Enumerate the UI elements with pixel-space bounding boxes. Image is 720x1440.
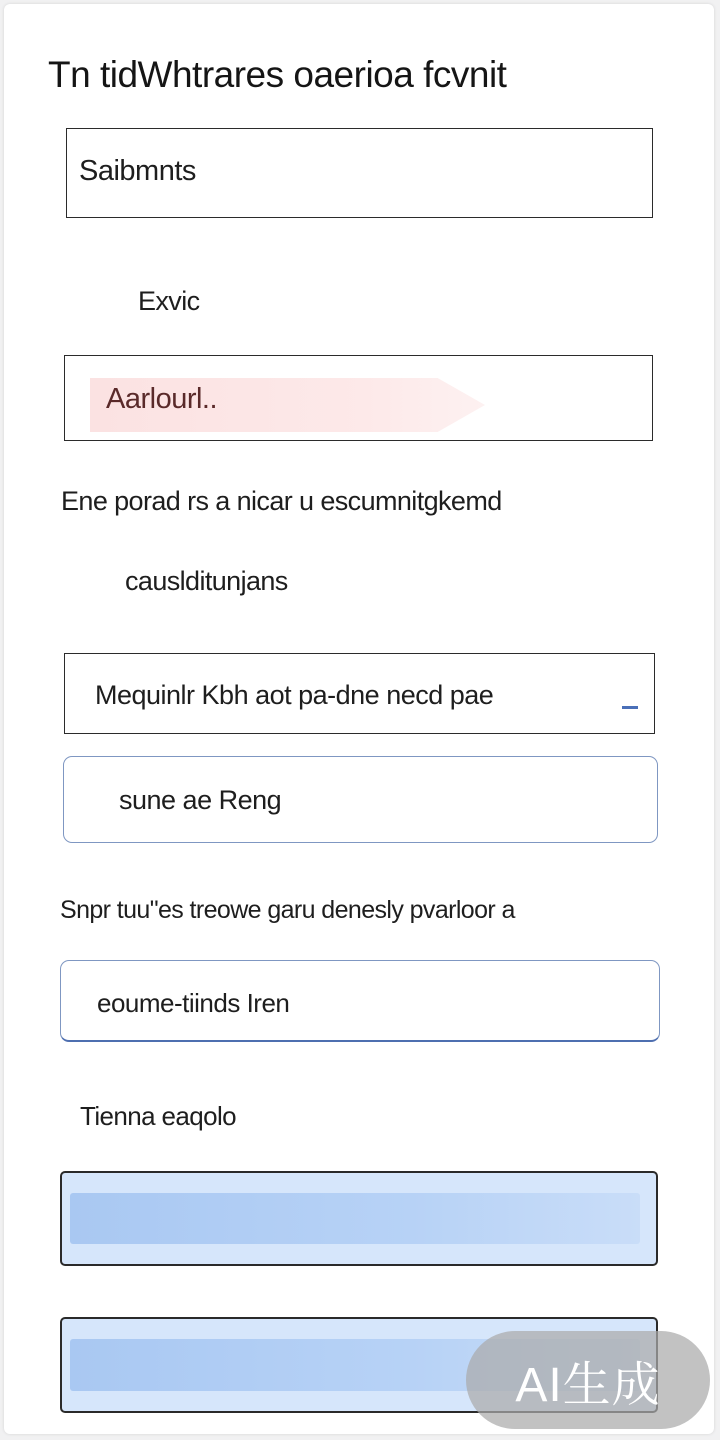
blue-input-bar-1[interactable] — [60, 1171, 658, 1266]
field-label-3: Snpr tuu"es treowe garu denesly pvarloor a — [60, 896, 515, 924]
text-field-1[interactable] — [66, 128, 653, 218]
text-field-5-value: eoume-tiinds Iren — [97, 988, 290, 1018]
text-field-3[interactable] — [64, 653, 655, 734]
text-field-1-value: Saibmnts — [79, 155, 196, 187]
field-label-4: Tienna eaqolo — [80, 1101, 237, 1131]
field-label-2-line-1: Ene porad rs a nicar u escumnitgkemd — [61, 486, 502, 516]
text-field-4[interactable] — [63, 756, 658, 843]
blue-input-bar-1-fill — [70, 1193, 640, 1244]
watermark-badge: AI生成 — [466, 1331, 710, 1429]
text-field-2-value: Aarlourl.. — [106, 383, 218, 415]
text-field-3-value: Mequinlr Kbh aot pa-dne necd pae — [95, 680, 494, 710]
field-label-1: Exvic — [138, 286, 200, 316]
text-field-4-value: sune ae Reng — [119, 785, 282, 815]
text-cursor — [622, 706, 638, 709]
text-field-5[interactable] — [60, 960, 660, 1042]
field-label-2-line-2: causlditunjans — [125, 566, 288, 596]
page-title: Tn tidWhtrares oaerioa fcvnit — [48, 54, 507, 95]
